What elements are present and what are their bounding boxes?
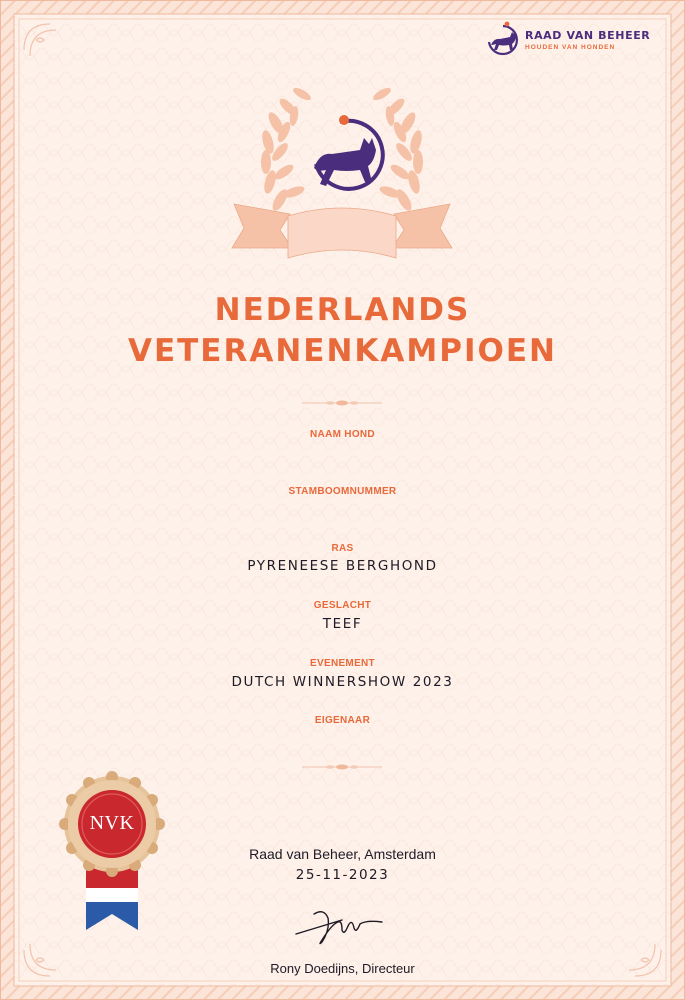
footer-date: 25-11-2023: [295, 867, 390, 883]
footer-signatory: Rony Doedijns, Directeur: [270, 961, 415, 976]
value-evenement: DUTCH WINNERSHOW 2023: [231, 674, 454, 690]
laurel-wreath-icon: [222, 72, 462, 262]
label-eigenaar: EIGENAAR: [314, 715, 371, 726]
title-line-2: VETERANENKAMPIOEN: [127, 333, 557, 369]
label-stamboomnummer: STAMBOOMNUMMER: [288, 486, 397, 497]
seal-text: NVK: [89, 812, 135, 834]
value-geslacht: TEEF: [322, 616, 363, 632]
label-evenement: EVENEMENT: [310, 658, 375, 669]
organization-tagline: HOUDEN VAN HONDEN: [525, 44, 616, 51]
organization-name: RAAD VAN BEHEER: [525, 29, 651, 42]
label-geslacht: GESLACHT: [313, 600, 372, 611]
value-ras: PYRENEESE BERGHOND: [247, 558, 438, 574]
label-ras: RAS: [331, 543, 354, 554]
divider-ornament-bottom: [302, 762, 382, 772]
title-line-1: NEDERLANDS: [214, 292, 471, 328]
dog-logo-icon: [481, 18, 521, 58]
label-naam-hond: NAAM HOND: [310, 429, 375, 440]
footer-location: Raad van Beheer, Amsterdam: [249, 846, 436, 862]
signature-icon: [292, 900, 392, 950]
divider-ornament-top: [302, 398, 382, 408]
